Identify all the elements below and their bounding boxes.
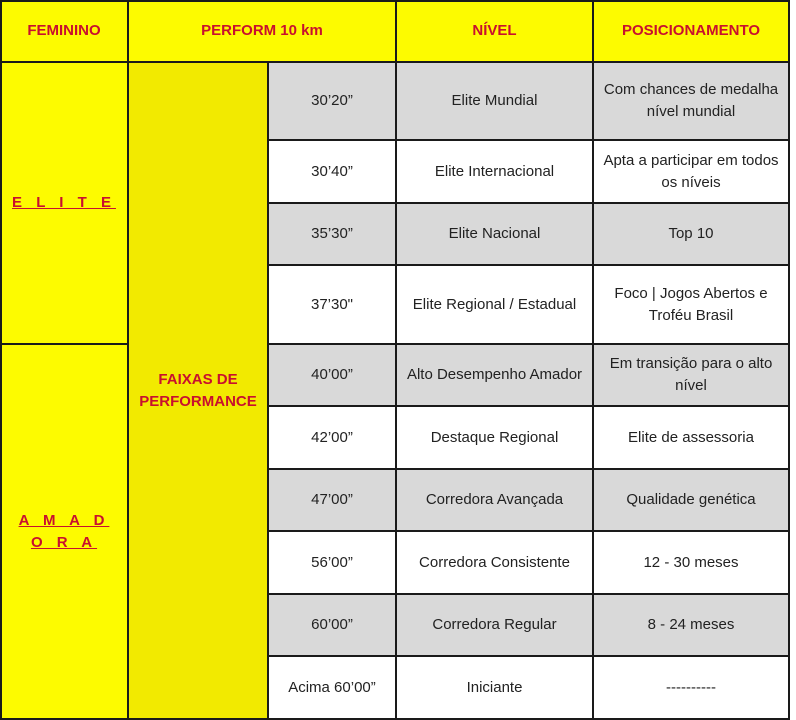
header-perform-10km: PERFORM 10 km xyxy=(128,0,396,62)
time-cell: 42’00” xyxy=(268,406,396,469)
time-cell: 35’30” xyxy=(268,203,396,265)
group-divider xyxy=(0,343,128,345)
row-divider xyxy=(268,405,790,407)
position-cell: Apta a participar em todos os níveis xyxy=(593,140,789,203)
level-cell: Corredora Avançada xyxy=(396,469,593,531)
row-divider xyxy=(268,202,790,204)
position-cell: 12 - 30 meses xyxy=(593,531,789,594)
row-divider xyxy=(268,139,790,141)
col-divider xyxy=(267,62,269,720)
level-cell: Corredora Consistente xyxy=(396,531,593,594)
position-cell: ---------- xyxy=(593,656,789,720)
level-cell: Elite Nacional xyxy=(396,203,593,265)
row-divider xyxy=(268,655,790,657)
row-divider xyxy=(268,468,790,470)
time-cell: 30’40” xyxy=(268,140,396,203)
header-posicionamento: POSICIONAMENTO xyxy=(593,0,789,62)
time-cell: 60’00” xyxy=(268,594,396,656)
position-cell: Qualidade genética xyxy=(593,469,789,531)
time-cell: Acima 60’00” xyxy=(268,656,396,720)
time-cell: 37’30" xyxy=(268,265,396,344)
position-cell: Top 10 xyxy=(593,203,789,265)
position-cell: Em transição para o alto nível xyxy=(593,344,789,406)
row-divider xyxy=(268,530,790,532)
level-cell: Elite Regional / Estadual xyxy=(396,265,593,344)
row-divider xyxy=(268,593,790,595)
level-cell: Iniciante xyxy=(396,656,593,720)
col-divider xyxy=(395,0,397,720)
border-right xyxy=(788,0,790,720)
level-cell: Destaque Regional xyxy=(396,406,593,469)
col-divider xyxy=(127,0,129,720)
header-feminino: FEMININO xyxy=(0,0,128,62)
col-divider xyxy=(592,0,594,720)
border-left xyxy=(0,0,2,720)
position-cell: 8 - 24 meses xyxy=(593,594,789,656)
level-cell: Alto Desempenho Amador xyxy=(396,344,593,406)
group-faixas-de-performance: FAIXAS DE PERFORMANCE xyxy=(128,62,268,720)
row-divider xyxy=(268,264,790,266)
time-cell: 56’00” xyxy=(268,531,396,594)
row-divider xyxy=(268,343,790,345)
group-amadora: A M A D O R A xyxy=(0,344,128,720)
header-nivel: NÍVEL xyxy=(396,0,593,62)
position-cell: Com chances de medalha nível mundial xyxy=(593,62,789,140)
group-elite: E L I T E xyxy=(0,62,128,344)
time-cell: 40’00” xyxy=(268,344,396,406)
level-cell: Elite Internacional xyxy=(396,140,593,203)
level-cell: Elite Mundial xyxy=(396,62,593,140)
time-cell: 47’00” xyxy=(268,469,396,531)
level-cell: Corredora Regular xyxy=(396,594,593,656)
position-cell: Elite de assessoria xyxy=(593,406,789,469)
time-cell: 30’20” xyxy=(268,62,396,140)
position-cell: Foco | Jogos Abertos e Troféu Brasil xyxy=(593,265,789,344)
